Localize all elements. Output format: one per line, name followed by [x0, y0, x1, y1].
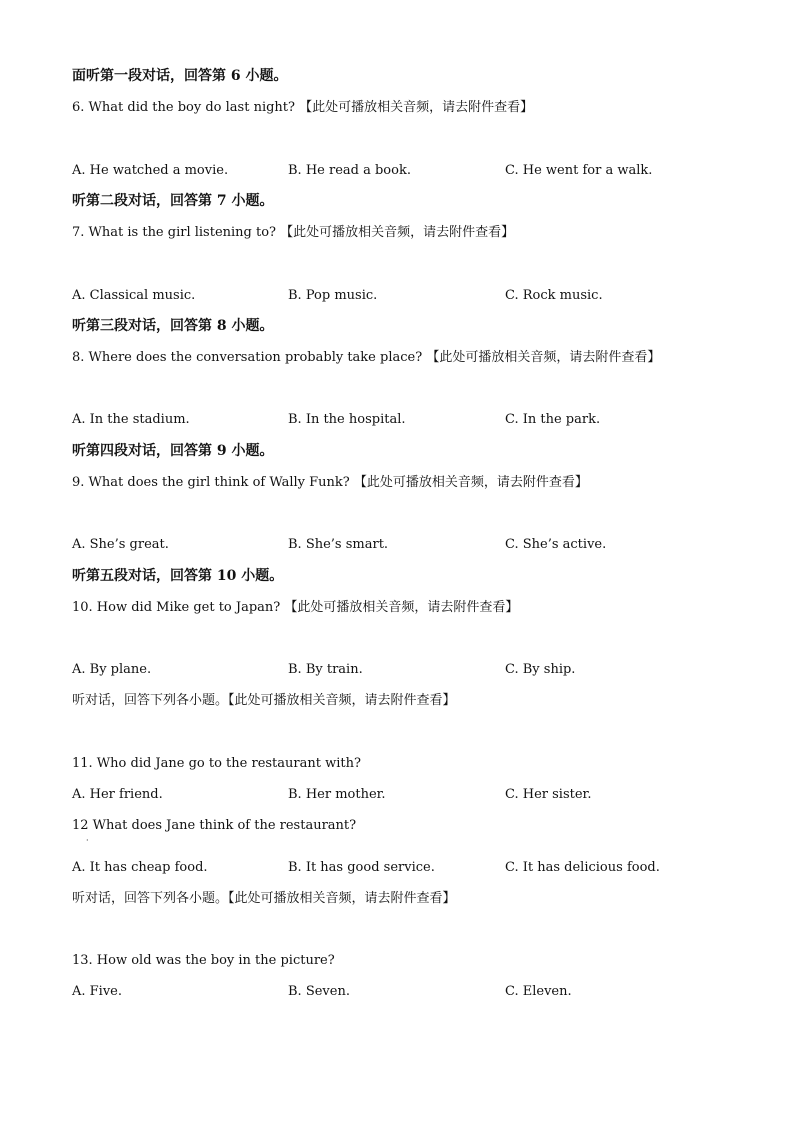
- option-a: A. It has cheap food.: [72, 860, 208, 875]
- option-a: A. He watched a movie.: [72, 163, 229, 178]
- stray-dot: ·: [86, 836, 89, 845]
- question-10: 10. How did Mike get to Japan? 【此处可播放相关音频，请去附件查看】: [72, 600, 519, 615]
- question-13: 13. How old was the boy in the picture?: [72, 953, 335, 968]
- option-b: B. She’s smart.: [288, 537, 389, 552]
- option-b: B. It has good service.: [288, 860, 435, 875]
- option-c: C. Rock music.: [505, 288, 603, 303]
- section-heading: 听第三段对话，回答第 8 小题。: [72, 318, 274, 334]
- option-c: C. By ship.: [505, 662, 576, 677]
- option-a: A. In the stadium.: [72, 412, 190, 427]
- option-b: B. Seven.: [288, 984, 350, 999]
- option-c: C. He went for a walk.: [505, 163, 653, 178]
- question-11: 11. Who did Jane go to the restaurant with?: [72, 756, 361, 771]
- option-b: B. He read a book.: [288, 163, 411, 178]
- option-b: B. Her mother.: [288, 787, 386, 802]
- section-heading: 面听第一段对话，回答第 6 小题。: [72, 68, 288, 84]
- option-c: C. Eleven.: [505, 984, 572, 999]
- question-8: 8. Where does the conversation probably take place? 【此处可播放相关音频，请去附件查看】: [72, 350, 661, 365]
- option-b: B. Pop music.: [288, 288, 378, 303]
- option-a: A. Five.: [72, 984, 123, 999]
- section-heading: 听第五段对话，回答第 10 小题。: [72, 568, 284, 584]
- option-b: B. In the hospital.: [288, 412, 406, 427]
- section-heading: 听第二段对话，回答第 7 小题。: [72, 193, 274, 209]
- group-intro: 听对话，回答下列各小题。【此处可播放相关音频，请去附件查看】: [72, 693, 456, 708]
- option-a: A. Her friend.: [72, 787, 163, 802]
- section-heading: 听第四段对话，回答第 9 小题。: [72, 443, 274, 459]
- question-12: 12 What does Jane think of the restaurant?: [72, 818, 357, 833]
- question-6: 6. What did the boy do last night? 【此处可播放相关音频，请去附件查看】: [72, 100, 534, 115]
- option-c: C. Her sister.: [505, 787, 592, 802]
- question-9: 9. What does the girl think of Wally Funk? 【此处可播放相关音频，请去附件查看】: [72, 475, 588, 490]
- question-7: 7. What is the girl listening to? 【此处可播放相关音频，请去附件查看】: [72, 225, 515, 240]
- group-intro: 听对话，回答下列各小题。【此处可播放相关音频，请去附件查看】: [72, 891, 456, 906]
- option-c: C. She’s active.: [505, 537, 607, 552]
- option-c: C. In the park.: [505, 412, 601, 427]
- option-a: A. She’s great.: [72, 537, 169, 552]
- option-b: B. By train.: [288, 662, 363, 677]
- option-c: C. It has delicious food.: [505, 860, 660, 875]
- option-a: A. Classical music.: [72, 288, 196, 303]
- option-a: A. By plane.: [72, 662, 152, 677]
